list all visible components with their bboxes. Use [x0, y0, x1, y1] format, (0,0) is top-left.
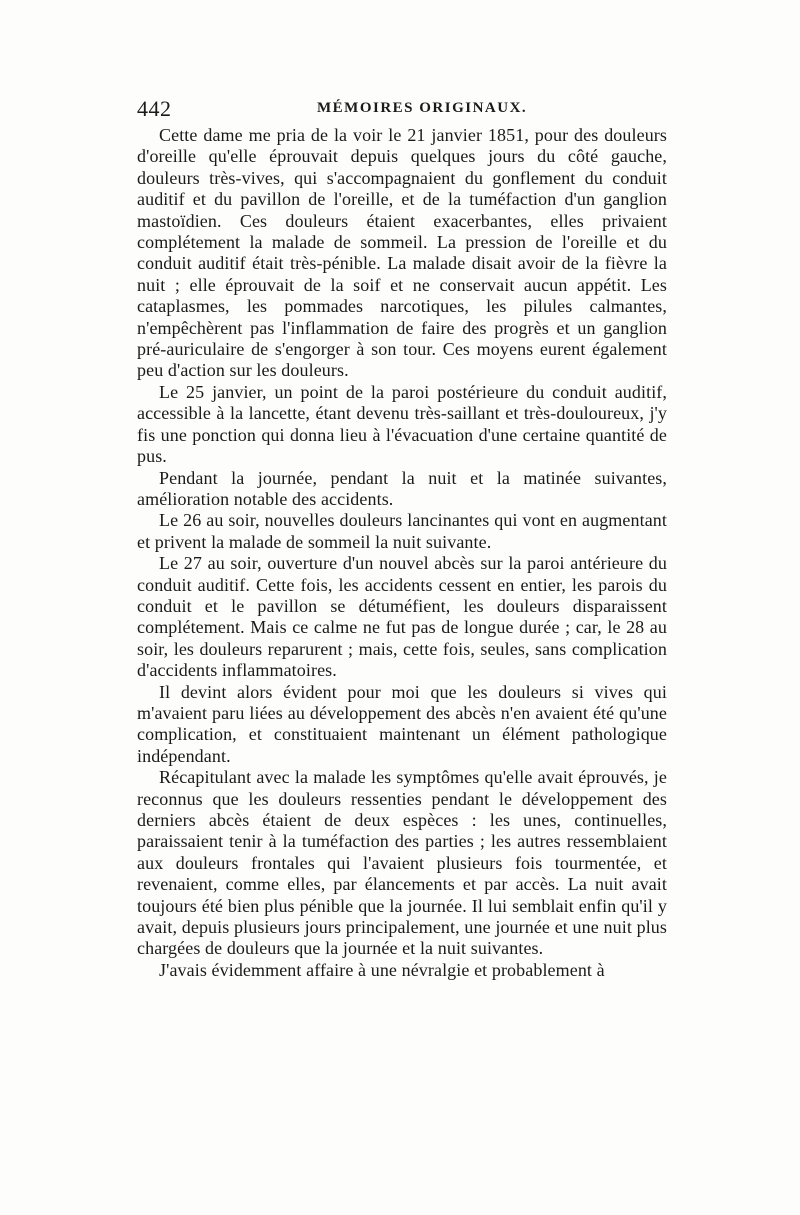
- paragraph: Le 26 au soir, nouvelles douleurs lancinantes qui vont en augmentant et privent la malade de sommeil la nuit suivante.: [137, 510, 667, 552]
- body-text: [137, 125, 667, 981]
- running-head: MÉMOIRES ORIGINAUX.: [317, 100, 528, 116]
- paragraph: Le 27 au soir, ouverture d'un nouvel abcès sur la paroi antérieure du conduit auditif. Cette fois, les accidents cessent en entier, les parois du conduit et le pavillon se détuméfient, les douleurs disparaissent complétement. Mais ce calme ne fut pas de longue durée ; car, le 28 au soir, les douleurs reparurent ; mais, cette fois, seules, sans complication d'accidents inflammatoires.: [137, 553, 667, 681]
- paragraph: Le 25 janvier, un point de la paroi postérieure du conduit auditif, accessible à la lancette, étant devenu très-saillant et très-douloureux, j'y fis une ponction qui donna lieu à l'évacuation d'une certaine quantité de pus.: [137, 381, 667, 467]
- page-header: [137, 96, 667, 126]
- paragraph: Récapitulant avec la malade les symptômes qu'elle avait éprouvés, je reconnus que les douleurs ressenties pendant le développement des derniers abcès étaient de deux espèces : les unes, continuelles, paraissaient tenir à la tuméfaction des parties ; les autres ressemblaient aux douleurs frontales qui l'avaient plusieurs fois tourmentée, et revenaient, comme elles, par élancements et par accès. La nuit avait toujours été bien plus pénible que la journée. Il lui semblait enfin qu'il y avait, depuis plusieurs jours principalement, une journée et une nuit plus chargées de douleurs que la journée et la nuit suivantes.: [137, 767, 667, 959]
- paragraph: Il devint alors évident pour moi que les douleurs si vives qui m'avaient paru liées au développement des abcès n'en avaient été qu'une complication, et constituaient maintenant un élément pathologique indépendant.: [137, 681, 667, 766]
- paragraph: J'avais évidemment affaire à une névralgie et probablement à: [159, 959, 605, 980]
- page-number: 442: [137, 96, 172, 121]
- paragraph: Cette dame me pria de la voir le 21 janvier 1851, pour des douleurs d'oreille qu'elle éprouvait depuis quelques jours du côté gauche, douleurs très-vives, qui s'accompagnaient du gonflement du conduit auditif et du pavillon de l'oreille, et de la tuméfaction d'un ganglion mastoïdien. Ces douleurs étaient exacerbantes, elles privaient complétement la malade de sommeil. La pression de l'oreille et du conduit auditif était très-pénible. La malade disait avoir de la fièvre la nuit ; elle éprouvait de la soif et ne conservait aucun appétit. Les cataplasmes, les pommades narcotiques, les pilules calmantes, n'empêchèrent pas l'inflammation de faire des progrès et un ganglion pré-auriculaire de s'engorger à son tour. Ces moyens eurent également peu d'action sur les douleurs.: [137, 125, 667, 381]
- paragraph: Pendant la journée, pendant la nuit et la matinée suivantes, amélioration notable des accidents.: [137, 467, 667, 509]
